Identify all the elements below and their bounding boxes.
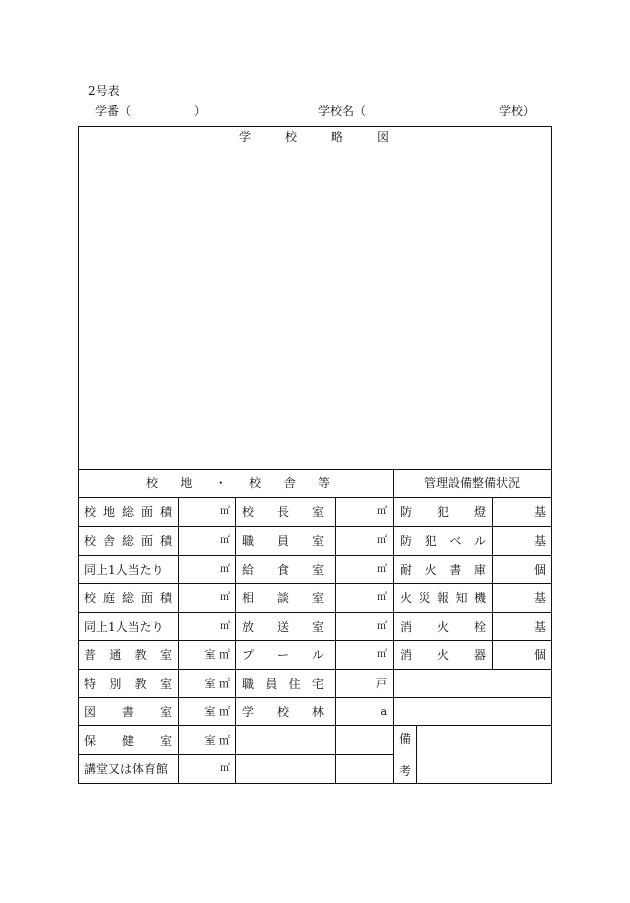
unit-sqm: ㎡ (220, 592, 230, 603)
label-lunch-room: 給 食 室 (242, 563, 324, 577)
unit-sqm: ㎡ (220, 535, 230, 546)
remarks-field[interactable] (418, 727, 550, 782)
label-per-person-yard: 同上1人当たり (84, 620, 164, 634)
unit-room-sqm: 室 ㎡ (204, 734, 230, 747)
label-security-light: 防 犯 燈 (400, 505, 486, 519)
unit-sqm: ㎡ (377, 649, 387, 660)
remarks-label-2: 考 (399, 764, 412, 778)
unit-count: 個 (533, 648, 546, 662)
security-header: 管理設備整備状況 (424, 476, 521, 490)
unit-sqm: ㎡ (377, 506, 387, 517)
label-staff-room: 職 員 室 (242, 534, 324, 548)
label-principal-room: 校 長 室 (242, 505, 324, 519)
label-library: 図 書 室 (84, 705, 172, 719)
label-site-total-area: 校 地 総 面 積 (84, 505, 172, 519)
label-school-forest: 学 校 林 (242, 705, 324, 719)
label-regular-classroom: 普 通 教 室 (84, 648, 172, 662)
unit-room-sqm: 室 ㎡ (204, 648, 230, 661)
label-pool: プ ー ル (242, 648, 324, 662)
label-per-person-building: 同上1人当たり (84, 563, 164, 577)
label-schoolyard-total-area: 校 庭 総 面 積 (84, 591, 172, 605)
label-staff-housing: 職 員 住 宅 (242, 677, 324, 691)
label-fire-extinguisher: 消 火 器 (400, 648, 486, 662)
school-diagram-area[interactable] (82, 146, 548, 466)
student-number-field[interactable] (158, 100, 194, 120)
label-fireproof-cabinet: 耐 火 書 庫 (400, 563, 486, 577)
label-fire-alarm: 火 災 報 知 機 (400, 591, 486, 605)
unit-sqm: ㎡ (377, 592, 387, 603)
unit-sqm: ㎡ (220, 621, 230, 632)
unit-sqm: ㎡ (377, 621, 387, 632)
label-building-total-area: 校 舎 総 面 積 (84, 534, 172, 548)
unit-count: 基 (533, 534, 546, 548)
unit-sqm: ㎡ (220, 506, 230, 517)
label-security-bell: 防 犯 ベ ル (400, 534, 486, 548)
school-diagram-title: 学 校 略 図 (239, 130, 389, 144)
school-name-field[interactable] (372, 100, 496, 120)
unit-sqm: ㎡ (377, 564, 387, 575)
remarks-label-1: 備 (399, 732, 412, 746)
unit-count: 個 (533, 563, 546, 577)
school-name-label: 学校名（ (318, 104, 367, 118)
student-number-label: 学番（ (95, 104, 132, 118)
label-special-classroom: 特 別 教 室 (84, 677, 172, 691)
school-name-suffix: 学校） (499, 104, 536, 118)
student-number-close: ） (194, 104, 207, 118)
label-health-room: 保 健 室 (84, 734, 172, 748)
label-counseling-room: 相 談 室 (242, 591, 324, 605)
unit-sqm: ㎡ (220, 564, 230, 575)
unit-count: 基 (533, 620, 546, 634)
unit-room-sqm: 室 ㎡ (204, 705, 230, 718)
unit-household: 戸 (376, 677, 387, 690)
form-number: 2号表 (88, 84, 120, 98)
diagram-divider (78, 469, 552, 470)
label-broadcast-room: 放 送 室 (242, 620, 324, 634)
label-fire-hydrant: 消 火 栓 (400, 620, 486, 634)
unit-sqm: ㎡ (220, 763, 230, 774)
label-auditorium-gym: 講堂又は体育館 (84, 762, 169, 776)
unit-sqm: ㎡ (377, 535, 387, 546)
facilities-header: 校 地 ・ 校 舎 等 (146, 476, 330, 490)
unit-count: 基 (533, 591, 546, 605)
unit-count: 基 (533, 505, 546, 519)
unit-are: a (380, 705, 387, 718)
unit-room-sqm: 室 ㎡ (204, 677, 230, 690)
